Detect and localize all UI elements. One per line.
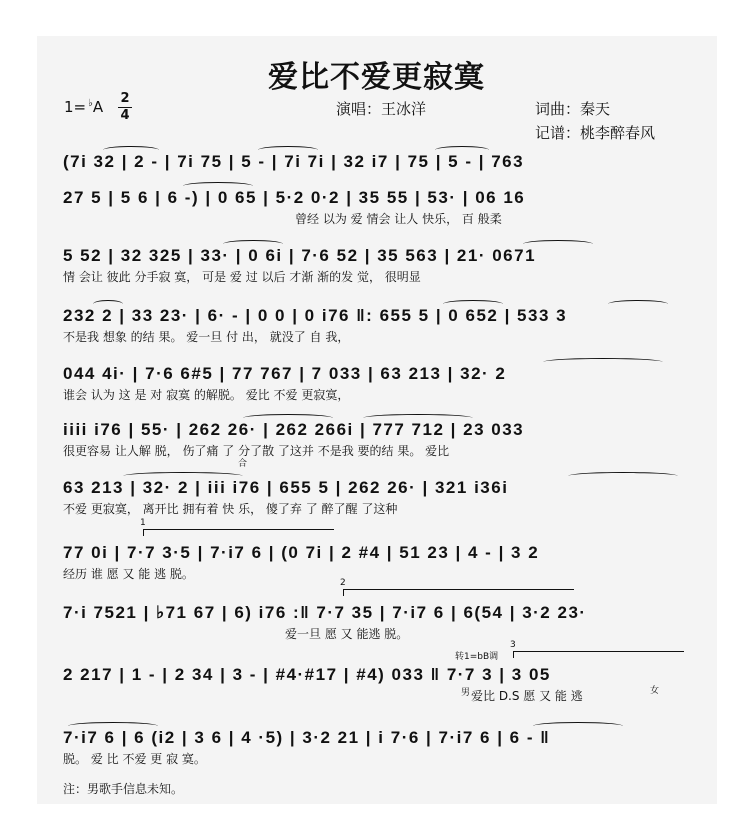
modulation-mark: 转1=bB调 (455, 652, 499, 662)
meter-bottom: 4 (120, 108, 130, 123)
lyric-line: 脱。 爱 比 不爱 更 寂 寞。 (63, 752, 206, 766)
lyric-line: 爱比 D.S 愿 又 能 逃 (471, 689, 583, 703)
lyric-line: 情 会让 彼此 分手寂 寞， 可是 爱 过 以后 才渐 渐的发 觉， 很明显 (63, 270, 421, 284)
meter-top: 2 (120, 91, 130, 106)
lyric-line: 谁会 认为 这 是 对 寂寞 的解脱。 爱比 不爱 更寂寞， (63, 388, 350, 402)
slur (523, 240, 593, 248)
slur (435, 146, 489, 154)
key-prefix: 1= (64, 98, 87, 116)
notation: 77 0i | 7·7 3·5 | 7·i7 6 | (0 7i | 2 #4 | 51 23 | 4 - | 3 2 (63, 543, 540, 562)
slur (443, 300, 503, 308)
lyric-line: 曾经 以为 爱 情会 让人 快乐， 百 般柔 (295, 212, 502, 226)
slur (183, 182, 253, 190)
slur (223, 240, 283, 248)
slur (68, 722, 158, 730)
volta-bracket: 2 (343, 589, 574, 596)
lyric-line: 不是我 想象 的结 果。 爱一旦 付 出， 就没了 自 我， (63, 330, 350, 344)
notation: (7i 32 | 2 - | 7i 75 | 5 - | 7i 7i | 32 i7 | 75 | 5 - | 763 (63, 152, 525, 171)
slur (568, 472, 678, 480)
key-signature (64, 98, 103, 116)
lyric-line: 很更容易 让人解 脱， 伤了痛 了 分了散 了这并 不是我 要的结 果。 爱比 (63, 444, 450, 458)
lyric-line: 不爱 更寂寞， 离开比 拥有着 快 乐， 傻了弃 了 醉了醒 了这种 (63, 502, 398, 516)
lyric-line: 经历 谁 愿 又 能 逃 脱。 (63, 567, 194, 581)
slur (543, 358, 663, 366)
slur (103, 146, 159, 154)
notation: 044 4i· | 7·6 6#5 | 77 767 | 7 033 | 63 213 | 32· 2 (63, 364, 507, 383)
slur (243, 414, 333, 422)
notation: 27 5 | 5 6 | 6 -) | 0 65 | 5·2 0·2 | 35 55 | 53· | 06 16 (63, 188, 526, 207)
notation: 2 217 | 1 - | 2 34 | 3 - | #4·#17 | #4) 033 ‖ 7·7 3 | 3 05 (63, 665, 551, 684)
volta-bracket: 1 (143, 529, 334, 536)
volta-bracket: 3 (513, 651, 684, 658)
time-signature (118, 92, 132, 123)
lyric-line: 爱一旦 愿 又 能逃 脱。 (285, 627, 409, 641)
female-part-mark: 女 (650, 686, 660, 696)
together-part-mark: 合 (238, 459, 248, 469)
singer-credit: 演唱：王冰洋 (336, 100, 427, 118)
slur (93, 300, 123, 308)
composer-credit: 词曲：秦天 (535, 100, 611, 118)
notation: 63 213 | 32· 2 | iii i76 | 655 5 | 262 26· | 321 i36i (63, 478, 509, 497)
footnote: 注：男歌手信息未知。 (63, 782, 184, 796)
transcriber-credit: 记谱：桃李醉春风 (535, 124, 656, 142)
notation: 5 52 | 32 325 | 33· | 0 6i | 7·6 52 | 35 563 | 21· 0671 (63, 246, 537, 265)
slur (533, 722, 623, 730)
notation: 7·i7 6 | 6 (i2 | 3 6 | 4 ·5) | 3·2 21 | i 7·6 | 7·i7 6 | 6 - ‖ (63, 728, 551, 747)
male-part-mark: 男 (461, 688, 471, 698)
slur (123, 472, 243, 480)
song-title: 爱比不爱更寂寞 (268, 60, 485, 95)
notation: iiii i76 | 55· | 262 26· | 262 266i | 777 712 | 23 033 (63, 420, 525, 439)
flat-sign: ♭ (88, 98, 93, 109)
slur (258, 146, 318, 154)
slur (608, 300, 668, 308)
slur (363, 414, 473, 422)
notation: 7·i 7521 | ♭71 67 | 6) i76 :‖ 7·7 35 | 7·i7 6 | 6(54 | 3·2 23· (63, 603, 587, 622)
key-note: A (92, 98, 104, 116)
notation: 232 2 | 33 23· | 6· - | 0 0 | 0 i76 ‖: 655 5 | 0 652 | 533 3 (63, 306, 568, 325)
